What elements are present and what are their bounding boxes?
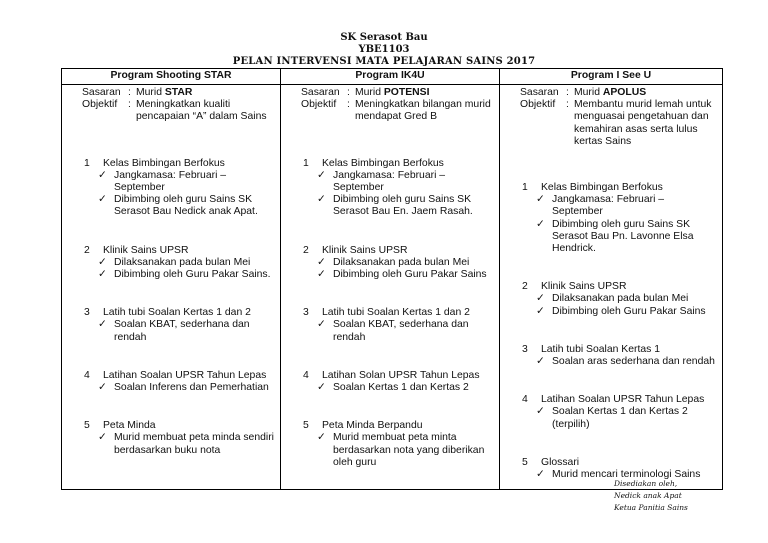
section-title [82,370,274,382]
list-item-text: Dibimbing oleh Guru Pakar Sains [333,269,487,281]
colon: : [566,99,569,111]
list-item [317,257,493,269]
list-item [317,269,493,281]
bullet-list [520,356,716,368]
bullet-list [301,432,493,469]
program-section [82,307,274,344]
section-title [301,420,493,432]
bullet-list [520,406,716,430]
sasaran-target: APOLUS [602,87,647,98]
section-number: 4 [84,369,90,381]
program-cell [281,85,500,490]
list-item-text: Soalan KBAT, sederhana dan rendah [333,319,469,343]
check-icon: ✓ [98,169,107,181]
objektif-value: Meningkatkan kualiti pencapaian “A” dalam Sains [136,99,267,123]
bullet-list [82,319,274,343]
program-section [520,394,716,431]
sasaran-prefix: Murid [136,87,162,98]
program-section [301,307,493,344]
bullet-list [520,194,716,255]
check-icon: ✓ [98,256,107,268]
check-icon: ✓ [536,305,545,317]
colon: : [128,87,131,98]
list-item [317,170,493,194]
section-title-text: Klinik Sains UPSR [322,244,408,256]
section-number: 1 [84,157,90,169]
section-title-text: Latih tubi Soalan Kertas 1 [541,343,660,355]
section-number: 1 [522,182,528,194]
section-title-text: Latihan Soalan UPSR Tahun Lepas [103,369,267,381]
section-title-text: Latih tubi Soalan Kertas 1 dan 2 [103,307,251,319]
check-icon: ✓ [98,269,107,281]
section-number: 5 [84,420,90,432]
list-item-text: Jangkamasa: Februari – September [552,194,665,218]
section-title [82,245,274,257]
list-item [536,219,716,256]
program-section [520,344,716,368]
section-title [301,245,493,257]
section-number: 3 [84,307,90,319]
check-icon: ✓ [317,432,326,444]
list-item [98,170,274,194]
list-item-text: Soalan Inferens dan Pemerhatian [114,382,269,394]
list-item [98,432,274,456]
program-cell [62,85,281,490]
bullet-list [301,319,493,343]
check-icon: ✓ [98,432,107,444]
bullet-list [82,382,274,394]
check-icon: ✓ [536,406,545,418]
section-number: 5 [303,420,309,432]
list-item [536,306,716,318]
check-icon: ✓ [317,382,326,394]
section-number: 5 [522,456,528,468]
list-item-text: Murid membuat peta minda sendiri berdasarkan buku nota [114,432,274,456]
check-icon: ✓ [317,194,326,206]
list-item-text: Soalan Kertas 1 dan Kertas 2 (terpilih) [552,406,688,430]
check-icon: ✓ [536,469,545,481]
program-section [520,182,716,255]
list-item [317,432,493,469]
check-icon: ✓ [317,319,326,331]
list-item [536,194,716,218]
program-section [520,281,716,318]
section-title-text: Glossari [541,456,580,468]
document-code: YBE1103 [358,44,410,55]
check-icon: ✓ [317,169,326,181]
list-item [536,406,716,430]
program-section [82,370,274,394]
table-header-row [62,69,723,85]
sasaran-target: POTENSI [383,87,430,98]
section-title [301,370,493,382]
section-title [520,394,716,406]
colon: : [566,87,569,98]
colon: : [347,99,350,111]
signature-prepared-by: Disediakan oleh, [614,479,678,488]
list-item-text: Dibimbing oleh Guru Pakar Sains. [114,269,271,281]
intervention-table [61,68,723,490]
colon: : [347,87,350,98]
sasaran-row [82,87,274,99]
sasaran-label: Sasaran [82,87,121,98]
sasaran-row [301,87,493,99]
check-icon: ✓ [536,356,545,368]
document-title: PELAN INTERVENSI MATA PELAJARAN SAINS 2017 [232,56,536,67]
list-item-text: Dibimbing oleh guru Sains SK Serasot Bau En. Jaem Rasah. [333,194,473,218]
column-heading: Program Shooting STAR [62,69,281,85]
column-heading: Program I See U [500,69,723,85]
list-item-text: Soalan Kertas 1 dan Kertas 2 [333,382,469,394]
check-icon: ✓ [536,218,545,230]
section-number: 2 [522,281,528,293]
bullet-list [520,293,716,317]
section-title [520,457,716,469]
list-item [98,269,274,281]
objektif-value: Membantu murid lemah untuk menguasai pengetahuan dan kemahiran asas serta lulus kertas Sains [574,99,712,147]
signature-role: Ketua Panitia Sains [614,503,688,512]
check-icon: ✓ [317,269,326,281]
bullet-list [82,257,274,281]
check-icon: ✓ [98,194,107,206]
list-item [98,319,274,343]
list-item [317,382,493,394]
section-title [82,307,274,319]
list-item-text: Murid mencari terminologi Sains [552,469,701,481]
section-title-text: Klinik Sains UPSR [541,281,627,293]
colon: : [128,99,131,111]
section-title-text: Latihan Solan UPSR Tahun Lepas [322,369,480,381]
list-item-text: Dibimbing oleh guru Sains SK Serasot Bau Nedick anak Apat. [114,194,258,218]
signature-name: Nedick anak Apat [614,491,682,500]
section-title [520,281,716,293]
bullet-list [301,170,493,219]
check-icon: ✓ [536,293,545,305]
sasaran-value [574,87,716,99]
list-item-text: Soalan KBAT, sederhana dan rendah [114,319,250,343]
section-title [520,182,716,194]
objektif-row [520,99,716,148]
list-item [98,382,274,394]
list-item-text: Soalan aras sederhana dan rendah [552,356,715,368]
list-item-text: Jangkamasa: Februari – September [114,169,227,194]
bullet-list [301,382,493,394]
list-item [317,194,493,218]
sasaran-label: Sasaran [520,87,559,98]
list-item [536,356,716,368]
objektif-row [82,99,274,123]
section-title [520,344,716,356]
table-body-row [62,85,723,490]
school-name: SK Serasot Bau [340,32,428,43]
bullet-list [301,257,493,281]
section-title-text: Latihan Soalan UPSR Tahun Lepas [541,394,705,406]
list-item [98,194,274,218]
section-title-text: Peta Minda Berpandu [322,420,423,432]
list-item-text: Dilaksanakan pada bulan Mei [114,256,251,268]
list-item-text: Dibimbing oleh guru Sains SK Serasot Bau Pn. Lavonne Elsa Hendrick. [552,218,694,255]
program-section [301,245,493,282]
section-title [82,158,274,170]
section-number: 2 [303,244,309,256]
bullet-list [82,432,274,456]
list-item [98,257,274,269]
sasaran-value [136,87,274,99]
sasaran-value [355,87,493,99]
list-item-text: Jangkamasa: Februari – September [333,169,446,194]
objektif-label: Objektif [301,99,337,111]
section-title-text: Kelas Bimbingan Berfokus [541,182,663,194]
program-section [301,370,493,394]
section-number: 4 [522,394,528,406]
list-item [317,319,493,343]
section-number: 3 [522,343,528,355]
check-icon: ✓ [98,319,107,331]
program-section [301,420,493,469]
section-number: 4 [303,369,309,381]
sasaran-label: Sasaran [301,87,340,98]
section-title [301,158,493,170]
sasaran-prefix: Murid [355,87,381,98]
sasaran-prefix: Murid [574,87,600,98]
check-icon: ✓ [98,382,107,394]
check-icon: ✓ [536,194,545,206]
section-number: 3 [303,307,309,319]
list-item-text: Dibimbing oleh Guru Pakar Sains [552,305,706,317]
sasaran-row [520,87,716,99]
column-heading: Program IK4U [281,69,500,85]
program-section [301,158,493,219]
check-icon: ✓ [317,256,326,268]
bullet-list [82,170,274,219]
objektif-value: Meningkatkan bilangan murid mendapat Gred B [355,99,491,123]
program-cell [500,85,723,490]
list-item-text: Dilaksanakan pada bulan Mei [552,293,689,305]
section-title [301,307,493,319]
section-title-text: Peta Minda [103,420,156,432]
objektif-row [301,99,493,123]
section-title-text: Klinik Sains UPSR [103,244,189,256]
list-item [536,293,716,305]
objektif-label: Objektif [82,99,118,111]
program-section [82,158,274,219]
section-number: 2 [84,244,90,256]
objektif-label: Objektif [520,99,556,111]
list-item-text: Dilaksanakan pada bulan Mei [333,256,470,268]
sasaran-target: STAR [164,87,193,98]
section-title-text: Latih tubi Soalan Kertas 1 dan 2 [322,307,470,319]
section-title [82,420,274,432]
section-number: 1 [303,157,309,169]
section-title-text: Kelas Bimbingan Berfokus [103,157,225,169]
program-section [82,245,274,282]
list-item-text: Murid membuat peta minta berdasarkan nota yang diberikan oleh guru [333,432,485,468]
section-title-text: Kelas Bimbingan Berfokus [322,157,444,169]
program-section [82,420,274,457]
